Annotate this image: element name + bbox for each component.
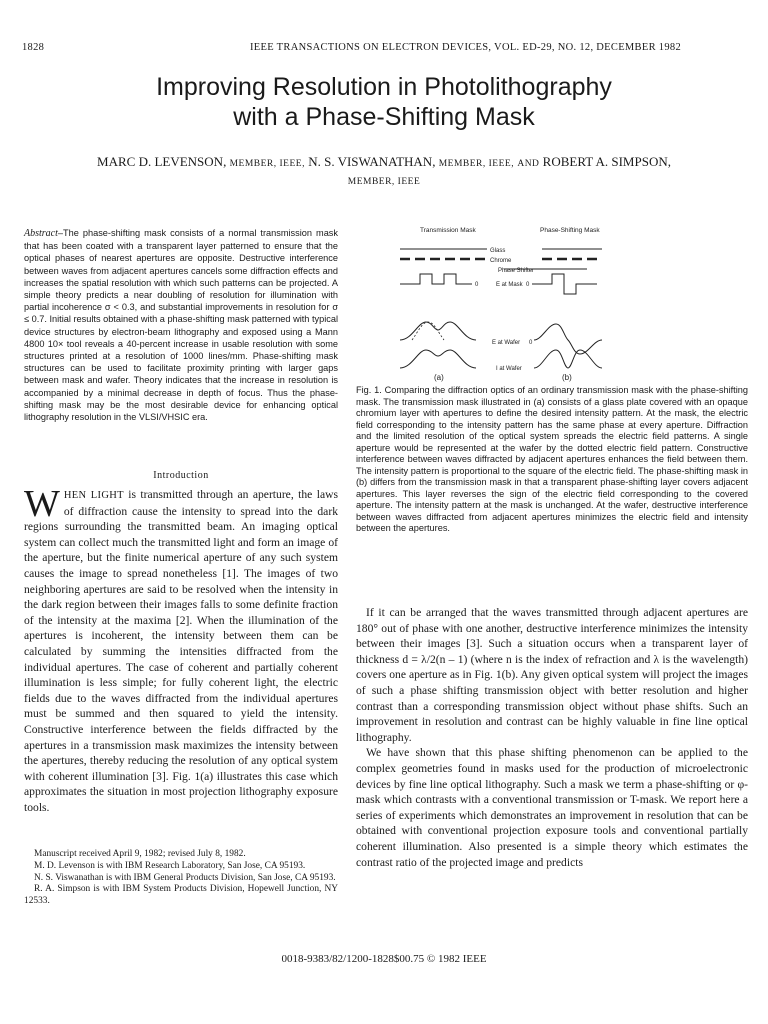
label-e-at-mask: E at Mask (496, 282, 523, 288)
i-at-wafer-trace-b (534, 350, 602, 368)
figure-caption (356, 385, 748, 535)
label-e-at-wafer: E at Wafer (492, 340, 521, 346)
label-zero-c: 0 (529, 340, 533, 346)
member-tag-last: MEMBER, IEEE (347, 177, 421, 187)
figure-1-diagram (392, 222, 752, 382)
abstract-text: –The phase-shifting mask consists of a normal transmission mask that has been coated with a transparent layer patterned to ensure that the optical phases of nearest apertures are opposite. Destructive interference between waves from adjacent apertures cancels some diffraction effects and increases the spatial resolution with which such patterns can be projected. A simple theory predicts a near doubling of resolution for illumination with partial incoherence σ < 0.3, and substantial improvements in resolution for σ ≤ 0.7. Initial results obtained with a phase-shifting mask patterned with typical device structures by electron-beam lithography and exposed using a Mann 4800 10× tool reveals a 40-percent increase in usable resolution with some structures printed at a resolution of 1000 lines/mm. Phase-shifting mask structures can be used to facilitate proximity printing with larger gaps between mask and wafer. Theory indicates that the increase in resolution is accompanied by a minimal decrease in depth of focus. Thus the phase-shifting mask may be the most desirable device for enhancing optical lithography resolution in the VLSI/VHSIC era. (24, 228, 339, 423)
label-sub-b: (b) (562, 373, 572, 382)
label-zero-b: 0 (526, 282, 530, 288)
author-simpson: ROBERT A. SIMPSON, (542, 154, 671, 169)
introduction-body (24, 483, 338, 815)
label-sub-a: (a) (434, 373, 444, 382)
caption-label: Fig. 1. (356, 385, 382, 395)
footnote (24, 849, 338, 908)
footnote-received: Manuscript received April 9, 1982; revised July 8, 1982. (34, 849, 246, 859)
member-tag: MEMBER, IEEE, (229, 159, 305, 169)
footnote-levenson: M. D. Levenson is with IBM Research Laboratory, San Jose, CA 95193. (34, 860, 306, 871)
i-at-wafer-trace-a (400, 350, 476, 368)
label-phase-shifting-mask: Phase-Shifting Mask (540, 227, 600, 234)
page-number: 1828 (22, 42, 45, 53)
single-aperture-dotted (412, 322, 444, 340)
label-chrome: Chrome (490, 258, 512, 264)
abstract-label: Abstract (24, 228, 58, 239)
footnote-simpson: R. A. Simpson is with IBM System Products Division, Hopewell Junction, NY 12533. (24, 884, 338, 907)
e-at-mask-trace-a (400, 274, 472, 284)
intro-lead: HEN LIGHT (63, 490, 124, 501)
label-zero-a: 0 (475, 282, 479, 288)
label-glass: Glass (490, 248, 506, 254)
title-line-2: with a Phase-Shifting Mask (233, 103, 535, 131)
author-viswanathan: N. S. VISWANATHAN, (308, 154, 436, 169)
e-at-mask-trace-b (532, 274, 597, 294)
body-paragraph-1: If it can be arranged that the waves transmitted through adjacent apertures are 180° out of phase with one another, destructive interference minimizes the intensity between their images [3]. Such a situation occurs when a transparent layer of thickness d = λ/2(n – 1) (where n is the index of refraction and λ is the wavelength) covers one aperture as in Fig. 1(b). Any given optical system will project the images of such a phase shifting transmission object with better resolution and higher contrast than a corresponding transmission object without phase shifts. Such an improvement in resolution and contrast can be highly valuable in fine line optical lithography. (356, 606, 748, 744)
and-word: AND (517, 159, 540, 169)
e-at-wafer-trace-a (400, 322, 476, 340)
title-line-1: Improving Resolution in Photolithography (156, 73, 612, 101)
label-transmission-mask: Transmission Mask (420, 227, 476, 234)
section-heading-introduction: Introduction (153, 470, 209, 481)
label-phase-shifter: Phase Shifter (498, 268, 535, 274)
author-levenson: MARC D. LEVENSON, (97, 154, 227, 169)
e-at-wafer-trace-b (534, 324, 602, 354)
footnote-viswanathan: N. S. Viswanathan is with IBM General Products Division, San Jose, CA 95193. (34, 872, 336, 883)
member-tag: MEMBER, IEEE, (438, 159, 515, 169)
drop-cap: W (24, 483, 60, 525)
caption-text: Comparing the diffraction optics of an ordinary transmission mask with the phase-shifting mask. The transmission mask illustrated in (a) consists of a glass plate covered with an opaque chromium layer with apertures to define the desired intensity pattern. At the mask, the electric field corresponding to the intensity pattern has the same phase at every aperture. Diffraction and the limited resolution of the optical system spreads the electric field patterns. A single aperture would be represented at the wafer by the dotted electric field pattern. Constructive interference between waves diffracted by adjacent apertures enhances the field between them. The intensity pattern is proportional to the square of the electric field. The phase-shifting mask in (b) differs from the transmission mask in that a transparent phase-shifting layer covers adjacent apertures. This layer reverses the sign of the electric field corresponding to the covered aperture. The intensity pattern at the mask is unchanged. At the wafer, destructive interference between waves diffracted from adjacent apertures minimizes the electric field and intensity between the apertures. (356, 385, 748, 533)
body-paragraph-2: We have shown that this phase shifting phenomenon can be applied to the complex geometries found in masks used for the production of microelectronic devices by fine line optical lithography. Such a mask we term a phase-shifting or φ-mask which contrasts with a conventional transmission or T-mask. We report here a series of experiments which demonstrates an improvement in resolution that can be obtained with conventional projection exposure tools and conventional partially coherent illumination. Also presented is a simple theory which estimates the contrast ratio of the projected image and predicts (356, 746, 748, 869)
copyright-footer: 0018-9383/82/1200-1828$00.75 © 1982 IEEE (281, 953, 487, 965)
paper-title (40, 72, 728, 132)
label-i-at-wafer: I at Wafer (496, 366, 522, 372)
right-column-body (356, 605, 748, 870)
abstract (24, 227, 338, 423)
author-list (40, 153, 728, 191)
journal-header: IEEE TRANSACTIONS ON ELECTRON DEVICES, VOL. ED-29, NO. 12, DECEMBER 1982 (250, 42, 681, 53)
intro-text: is transmitted through an aperture, the laws of diffraction cause the intensity to spread into the dark regions surrounding the transmitted beam. An imaging optical system can collect much the transmitted light and form an image of the aperture, but the finite numerical aperture of any such system causes the image to spread nonetheless [1]. The images of two neighboring apertures are said to be resolved when the intensity in the dark region between their images falls to some definite fraction of the intensity at the maxima [2]. When the illumination of the apertures is incoherent, the intensity between them can be calculated by summing the intensities diffracted from the individual apertures. The case of coherent and partially coherent illumination is less simple; for fully coherent light, the electric fields due to the waves diffracted from the individual apertures must be summed and then squared to yield the intensity. Constructive interference between the fields diffracted by the apertures in a transmission mask maximizes the intensity between the apertures, thereby reducing the resolution of any optical system with coherent illumination [3]. Fig. 1(a) illustrates this case which approximates the situation in most projection lithography exposure tools. (24, 488, 338, 814)
